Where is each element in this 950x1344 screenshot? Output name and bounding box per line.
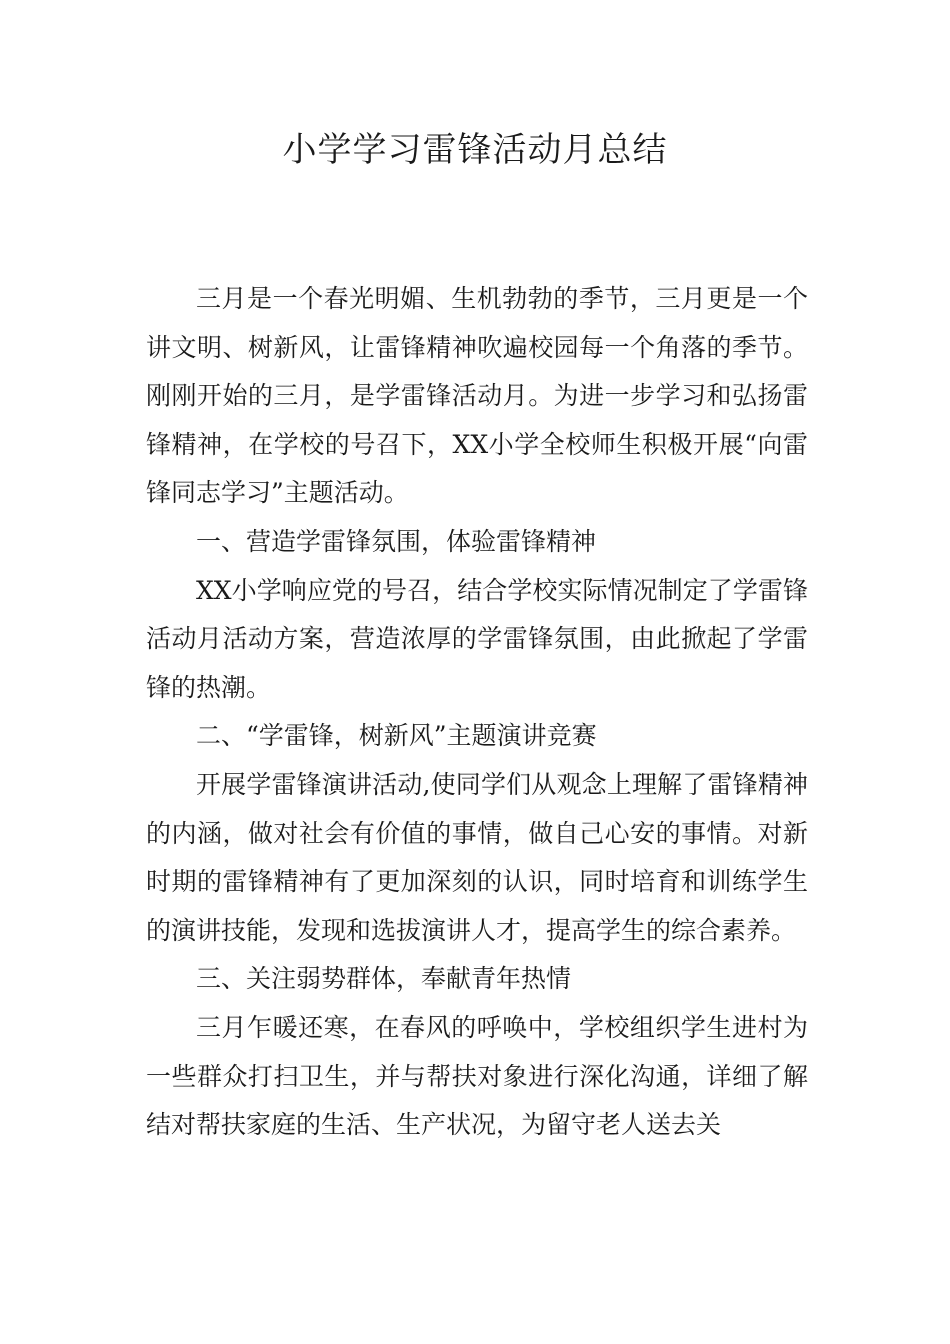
paragraph-intro: 三月是一个春光明媚、生机勃勃的季节，三月更是一个讲文明、树新风，让雷锋精神吹遍校园每一个角落的季节。刚刚开始的三月，是学雷锋活动月。为进一步学习和弘扬雷锋精神，在学校的号召下，XX小学全校师生积极开展“向雷锋同志学习”主题活动。: [146, 284, 808, 508]
paragraph-section-2: 开展学雷锋演讲活动,使同学们从观念上理解了雷锋精神的内涵，做对社会有价值的事情，做自己心安的事情。对新时期的雷锋精神有了更加深刻的认识，同时培育和训练学生的演讲技能，发现和选拔演讲人才，提高学生的综合素养。: [146, 769, 808, 945]
document-title: 小学学习雷锋活动月总结: [282, 130, 668, 170]
paragraph-section-3: 三月乍暖还寒，在春风的呼唤中，学校组织学生进村为一些群众打扫卫生，并与帮扶对象进行深化沟通，详细了解结对帮扶家庭的生活、生产状况，为留守老人送去关: [146, 1012, 808, 1140]
paragraph-section-1: XX小学响应党的号召，结合学校实际情况制定了学雷锋活动月活动方案，营造浓厚的学雷锋氛围，由此掀起了学雷锋的热潮。: [146, 575, 808, 702]
section-heading-3: 三、关注弱势群体，奉献青年热情: [196, 964, 572, 994]
section-heading-1: 一、营造学雷锋氛围，体验雷锋精神: [196, 526, 597, 556]
document-body: [146, 275, 808, 1150]
section-heading-2: 二、“学雷锋，树新风”主题演讲竞赛: [196, 721, 597, 751]
